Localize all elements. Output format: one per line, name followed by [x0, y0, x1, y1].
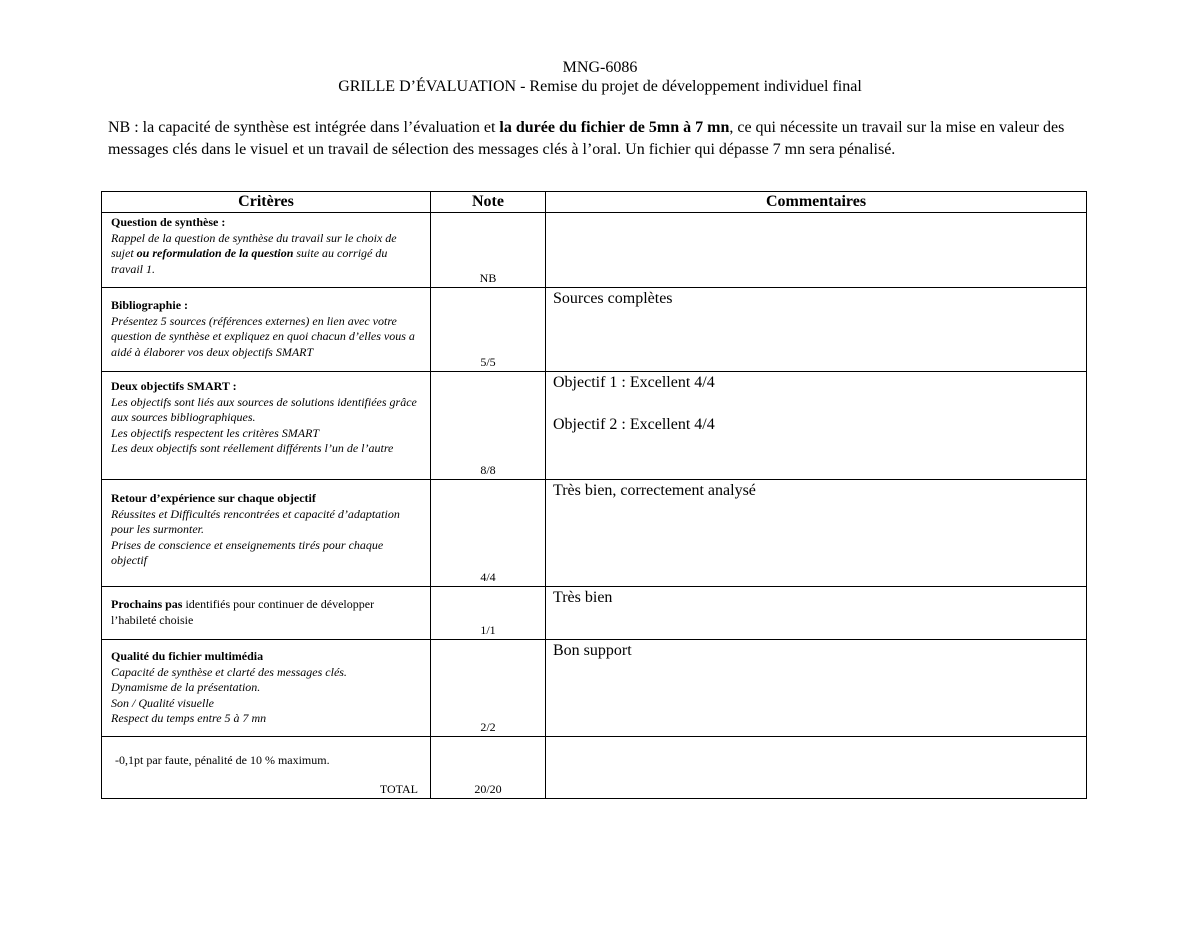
criterion-desc-bold: ou reformulation de la question [136, 246, 294, 260]
criterion-title: Retour d’expérience sur chaque objectif [111, 491, 316, 505]
comment-text: Objectif 1 : Excellent 4/4 [553, 374, 715, 391]
penalty-cell [102, 737, 431, 799]
nb-text-end: , ce qui nécessite un travail sur la mise en valeur des messages clés dans le visuel et un travail de sélection des messages clés à l’oral. Un fichier qui dépasse 7 mn sera pénalisé. [108, 119, 1065, 158]
row-retour-experience [102, 480, 1087, 587]
criterion-cell [102, 372, 431, 480]
header-row [102, 192, 1087, 213]
comment-cell [546, 737, 1087, 799]
criterion-desc-line: Les objectifs respectent les critères SMART [111, 425, 320, 440]
nb-paragraph [108, 117, 1078, 161]
criterion-cell [102, 587, 431, 640]
criterion-title: Prochains pas [111, 597, 183, 611]
penalty-text: -0,1pt par faute, pénalité de 10 % maximum. [115, 753, 330, 767]
total-label: TOTAL [379, 782, 418, 796]
criterion-desc-line: Les objectifs sont liés aux sources de solutions identifiées grâce aux sources bibliographiques. [111, 394, 417, 424]
criterion-desc-1: Rappel de la question de synthèse du travail sur le choix de sujet [111, 230, 397, 260]
criterion-desc: identifiés pour continuer de développer l’habileté choisie [111, 597, 375, 627]
criterion-desc-line: Dynamisme de la présentation. [111, 680, 261, 694]
criterion-desc-line: Les deux objectifs sont réellement différents l’un de l’autre [111, 441, 394, 455]
criterion-title: Bibliographie : [111, 298, 189, 312]
evaluation-grid [101, 191, 1087, 799]
note-cell [431, 372, 546, 480]
criterion-cell [102, 640, 431, 737]
comment-cell [546, 372, 1087, 480]
criterion-desc: Présentez 5 sources (références externes) en lien avec votre question de synthèse et expliquez en quoi chacun d’elles vous a aidé à élaborer vos deux objectifs SMART [111, 313, 415, 359]
total-note-cell [431, 737, 546, 799]
criterion-cell [102, 288, 431, 372]
note-cell [431, 640, 546, 737]
comment-text: Sources complètes [553, 290, 673, 307]
comment-text: Très bien [553, 589, 613, 606]
course-code: MNG-6086 [562, 59, 638, 76]
comment-text: Objectif 2 : Excellent 4/4 [553, 416, 715, 433]
note-value: NB [479, 271, 497, 285]
criterion-desc-2: suite au corrigé du travail 1. [111, 246, 388, 276]
note-cell [431, 480, 546, 587]
criterion-title: Question de synthèse : [111, 215, 226, 229]
total-note-value: 20/20 [474, 782, 502, 796]
note-cell [431, 587, 546, 640]
criterion-title: Qualité du fichier multimédia [111, 649, 264, 663]
nb-text-start: NB : la capacité de synthèse est intégrée dans l’évaluation et [108, 119, 500, 136]
note-value: 8/8 [480, 463, 496, 477]
document-title: GRILLE D’ÉVALUATION - Remise du projet de développement individuel final [338, 78, 862, 95]
note-cell [431, 288, 546, 372]
comment-cell [546, 640, 1087, 737]
note-value: 2/2 [480, 720, 496, 734]
row-prochains-pas [102, 587, 1087, 640]
row-total [102, 737, 1087, 799]
header-criteres: Critères [102, 192, 431, 213]
criterion-desc-line: Son / Qualité visuelle [111, 695, 214, 710]
comment-cell [546, 213, 1087, 288]
row-qualite-fichier [102, 640, 1087, 737]
row-objectifs-smart [102, 372, 1087, 480]
header-note: Note [431, 192, 546, 213]
comment-text: Très bien, correctement analysé [553, 482, 756, 499]
comment-cell [546, 587, 1087, 640]
comment-text: Bon support [553, 642, 632, 659]
note-value: 4/4 [480, 570, 496, 584]
criterion-cell [102, 213, 431, 288]
criterion-desc-line: Prises de conscience et enseignements tirés pour chaque objectif [111, 537, 384, 567]
row-bibliographie [102, 288, 1087, 372]
comment-cell [546, 480, 1087, 587]
row-question-synthese [102, 213, 1087, 288]
note-cell [431, 213, 546, 288]
criterion-desc-line: Respect du temps entre 5 à 7 mn [111, 711, 267, 725]
header-commentaires: Commentaires [546, 192, 1087, 213]
note-value: 5/5 [480, 355, 496, 369]
nb-text-bold: la durée du fichier de 5mn à 7 mn [499, 119, 730, 136]
criterion-cell [102, 480, 431, 587]
comment-cell [546, 288, 1087, 372]
criterion-desc-line: Capacité de synthèse et clarté des messages clés. [111, 664, 347, 679]
criterion-title: Deux objectifs SMART : [111, 379, 237, 393]
criterion-desc-line: Réussites et Difficultés rencontrées et capacité d’adaptation pour les surmonter. [111, 506, 400, 536]
note-value: 1/1 [480, 623, 496, 637]
